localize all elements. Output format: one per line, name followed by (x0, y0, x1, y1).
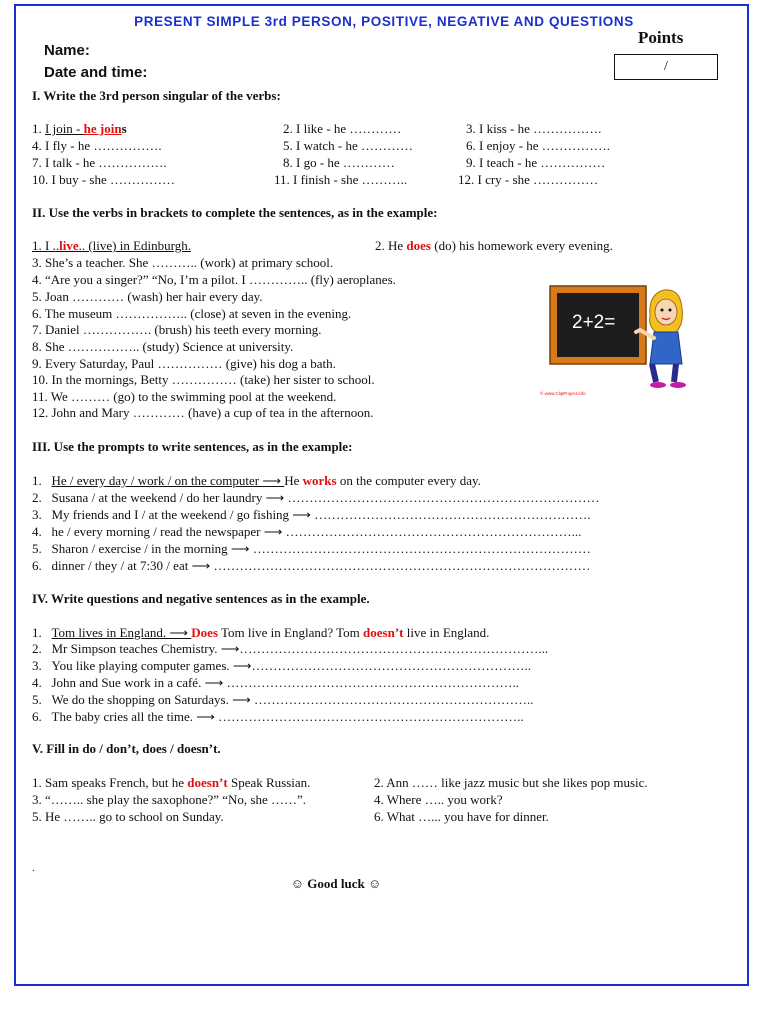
section-4-heading: IV. Write questions and negative sentences as in the example. (32, 591, 370, 606)
sentence-item: 12. John and Mary ………… (have) a cup of tea in the afternoon. (32, 405, 374, 420)
section-4-example: 1. Tom lives in England. ⟶ Does Tom live in England? Tom doesn’t live in England. (32, 625, 490, 640)
section-2-example-1: 1. I ..live.. (live) in Edinburgh. (32, 238, 192, 253)
verb-item: 6. I enjoy - he ……………. (466, 138, 611, 153)
section-3-example: 1. He / every day / work / on the computer ⟶ He works on the computer every day. (32, 473, 481, 488)
section-5-heading: V. Fill in do / don’t, does / doesn’t. (32, 741, 221, 756)
section-1-example: 1. I join - he joins (32, 121, 127, 136)
illustration-credit: © www.ClipProject.info (540, 391, 586, 396)
verb-item: 5. I watch - he ………… (283, 138, 413, 153)
good-luck-text: ☺ Good luck ☺ (290, 876, 382, 891)
teacher-blackboard-illustration (540, 282, 708, 400)
verb-item: 12. I cry - she …………… (458, 172, 599, 187)
fill-item: 3. “…….. she play the saxophone?” “No, she ……”. (32, 792, 307, 807)
question-item: 5. We do the shopping on Saturdays. ⟶ ……………………………………………………….. (32, 692, 534, 707)
points-box[interactable]: / (614, 54, 718, 80)
name-label: Name: (44, 42, 90, 59)
section-2-heading: II. Use the verbs in brackets to complete the sentences, as in the example: (32, 205, 438, 220)
section-5-example: 1. Sam speaks French, but he doesn’t Speak Russian. (32, 775, 311, 790)
prompt-item: 4. he / every morning / read the newspaper ⟶ …………………………………………………………... (32, 524, 582, 539)
sentence-item: 3. She’s a teacher. She ……….. (work) at primary school. (32, 255, 334, 270)
question-item: 3. You like playing computer games. ⟶……………………………………………………….. (32, 658, 532, 673)
verb-item: 10. I buy - she …………… (32, 172, 175, 187)
sentence-item: 6. The museum …………….. (close) at seven in the evening. (32, 306, 352, 321)
sentence-item: 7. Daniel ……………. (brush) his teeth every morning. (32, 322, 322, 337)
verb-item: 11. I finish - she ……….. (274, 172, 408, 187)
prompt-item: 6. dinner / they / at 7:30 / eat ⟶ …………………………………………………………………………… (32, 558, 591, 573)
points-label: Points (638, 28, 684, 47)
worksheet-title: PRESENT SIMPLE 3rd PERSON, POSITIVE, NEGATIVE AND QUESTIONS (134, 14, 634, 29)
question-item: 2. Mr Simpson teaches Chemistry. ⟶……………………………………………………………... (32, 641, 549, 656)
fill-item: 4. Where ….. you work? (374, 792, 503, 807)
prompt-item: 3. My friends and I / at the weekend / go fishing ⟶ ………………………………………………………. (32, 507, 591, 522)
fill-item: 5. He …….. go to school on Sunday. (32, 809, 224, 824)
section-3-heading: III. Use the prompts to write sentences, as in the example: (32, 439, 353, 454)
sentence-item: 9. Every Saturday, Paul …………… (give) his dog a bath. (32, 356, 336, 371)
sentence-item: 8. She …………….. (study) Science at university. (32, 339, 294, 354)
verb-item: 2. I like - he ………… (283, 121, 402, 136)
question-item: 6. The baby cries all the time. ⟶ …………………………………………………………….. (32, 709, 524, 724)
fill-item: 2. Ann …… like jazz music but she likes pop music. (374, 775, 648, 790)
fill-item: 6. What …... you have for dinner. (374, 809, 549, 824)
sentence-item: 10. In the mornings, Betty …………… (take) her sister to school. (32, 372, 375, 387)
prompt-item: 5. Sharon / exercise / in the morning ⟶ …………………………………………………………………… (32, 541, 591, 556)
board-text: 2+2= (572, 312, 616, 333)
sentence-item: 11. We ……… (go) to the swimming pool at the weekend. (32, 389, 337, 404)
verb-item: 8. I go - he ………… (283, 155, 395, 170)
verb-item: 4. I fly - he ……………. (32, 138, 162, 153)
section-1-heading: I. Write the 3rd person singular of the verbs: (32, 88, 281, 103)
section-2-example-2: 2. He does (do) his homework every evening. (375, 238, 613, 253)
prompt-item: 2. Susana / at the weekend / do her laundry ⟶ ……………………………………………………………… (32, 490, 600, 505)
verb-item: 9. I teach - he …………… (466, 155, 606, 170)
verb-item: 7. I talk - he ……………. (32, 155, 167, 170)
sentence-item: 4. “Are you a singer?” “No, I’m a pilot. I ………….. (fly) aeroplanes. (32, 272, 396, 287)
question-item: 4. John and Sue work in a café. ⟶ ………………………………………………………….. (32, 675, 519, 690)
verb-item: 3. I kiss - he ……………. (466, 121, 602, 136)
stray-dot: . (32, 860, 35, 874)
sentence-item: 5. Joan ………… (wash) her hair every day. (32, 289, 263, 304)
date-label: Date and time: (44, 64, 148, 81)
